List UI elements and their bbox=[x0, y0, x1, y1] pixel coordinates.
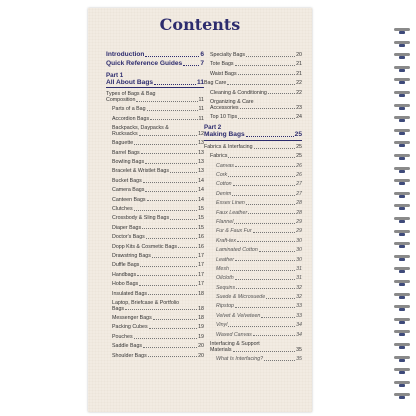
book bbox=[88, 8, 404, 414]
toc-entry[interactable]: Diaper Bags 15 bbox=[112, 224, 204, 231]
toc-entry-introduction[interactable]: Introduction 6 bbox=[106, 51, 204, 58]
toc-entry[interactable]: Hobo Bags 17 bbox=[112, 281, 204, 288]
spiral-coil bbox=[394, 305, 410, 308]
toc-entry[interactable]: Accordion Bags 11 bbox=[112, 115, 204, 122]
toc-entry[interactable]: Barrel Bags 13 bbox=[112, 149, 204, 156]
toc-entry[interactable]: Faux Leather 28 bbox=[216, 209, 302, 216]
spiral-coil bbox=[394, 66, 410, 69]
toc-entry-all-about-bags[interactable]: All About Bags 11 bbox=[106, 78, 204, 86]
toc-entry[interactable]: Fur & Faux Fur 29 bbox=[216, 228, 302, 235]
toc-entry-what-is-interfacing[interactable]: What Is Interfacing? 35 bbox=[216, 356, 302, 363]
toc-entry[interactable]: Laptop, Briefcase & Portfolio Bags 18 bbox=[112, 299, 204, 312]
toc-list-bag-types-cont bbox=[204, 52, 302, 77]
spiral-coil bbox=[394, 154, 410, 157]
spiral-coil bbox=[394, 393, 410, 396]
toc-entry[interactable]: Duffle Bags 17 bbox=[112, 262, 204, 269]
spiral-coil bbox=[394, 343, 410, 346]
toc-entry[interactable]: Packing Cubes 19 bbox=[112, 324, 204, 331]
toc-entry[interactable]: Kraft-tex 30 bbox=[216, 237, 302, 244]
toc-entry[interactable]: Shoulder Bags 20 bbox=[112, 352, 204, 359]
toc-entry-types-of-bags[interactable]: Types of Bags & Bag Composition 11 bbox=[106, 91, 204, 104]
toc-list-fabrics bbox=[204, 163, 302, 338]
toc-entry[interactable]: Tote Bags 21 bbox=[210, 61, 302, 68]
toc-entry[interactable]: Canteen Bags 14 bbox=[112, 196, 204, 203]
toc-entry[interactable]: Saddle Bags 20 bbox=[112, 343, 204, 350]
spiral-coil bbox=[394, 204, 410, 207]
toc-entry[interactable]: Waist Bags 21 bbox=[210, 70, 302, 77]
toc-entry[interactable]: Essex Linen 28 bbox=[216, 200, 302, 207]
toc-entry[interactable]: Bracelet & Wristlet Bags 13 bbox=[112, 168, 204, 175]
toc-entry[interactable]: Backpacks, Daypacks & Rucksacks 12 bbox=[112, 125, 204, 138]
toc-entry[interactable]: Cork 26 bbox=[216, 172, 302, 179]
spiral-coil bbox=[394, 242, 410, 245]
spiral-coil bbox=[394, 356, 410, 359]
spiral-coil bbox=[394, 28, 410, 31]
toc-entry[interactable]: Cotton 27 bbox=[216, 181, 302, 188]
toc-entry[interactable]: Canvas 26 bbox=[216, 162, 302, 169]
spiral-coil bbox=[394, 129, 410, 132]
toc-entry[interactable]: Velvet & Velveteen 33 bbox=[216, 312, 302, 319]
contents-column-right bbox=[204, 52, 302, 366]
spiral-coil bbox=[394, 280, 410, 283]
spiral-coil bbox=[394, 41, 410, 44]
toc-entry[interactable]: Vinyl 34 bbox=[216, 322, 302, 329]
contents-page bbox=[88, 8, 312, 412]
spiral-coil bbox=[394, 267, 410, 270]
spiral-coil bbox=[394, 217, 410, 220]
toc-list-bag-care bbox=[204, 90, 302, 121]
toc-entry[interactable]: Leather 30 bbox=[216, 256, 302, 263]
toc-entry-making-bags[interactable]: Making Bags 25 bbox=[204, 131, 302, 139]
toc-entry-fabrics[interactable]: Fabrics 25 bbox=[210, 153, 302, 160]
toc-entry[interactable]: Clutches 15 bbox=[112, 205, 204, 212]
spiral-binding bbox=[394, 28, 410, 408]
toc-entry[interactable]: Pouches 19 bbox=[112, 333, 204, 340]
spiral-coil bbox=[394, 230, 410, 233]
toc-entry[interactable]: Denim 27 bbox=[216, 190, 302, 197]
toc-entry[interactable]: Suede & Microsuede 32 bbox=[216, 294, 302, 301]
toc-entry[interactable]: Handbags 17 bbox=[112, 271, 204, 278]
spiral-coil bbox=[394, 192, 410, 195]
spiral-coil bbox=[394, 255, 410, 258]
toc-entry-fabrics-interfacing[interactable]: Fabrics & Interfacing 25 bbox=[204, 143, 302, 150]
toc-entry[interactable]: Ripstop 33 bbox=[216, 303, 302, 310]
spiral-coil bbox=[394, 368, 410, 371]
spiral-coil bbox=[394, 179, 410, 182]
toc-entry[interactable]: Bowling Bags 13 bbox=[112, 159, 204, 166]
toc-entry[interactable]: Top 10 Tips 24 bbox=[210, 114, 302, 121]
toc-entry[interactable]: Sequins 32 bbox=[216, 284, 302, 291]
spiral-coil bbox=[394, 141, 410, 144]
page-title: Contents bbox=[159, 15, 241, 34]
toc-entry[interactable]: Flannel 29 bbox=[216, 218, 302, 225]
toc-entry[interactable]: Cleaning & Conditioning 22 bbox=[210, 89, 302, 96]
toc-entry[interactable]: Baguette 13 bbox=[112, 140, 204, 147]
toc-entry[interactable]: Drawstring Bags 17 bbox=[112, 252, 204, 259]
toc-entry-quick-reference[interactable]: Quick Reference Guides 7 bbox=[106, 60, 204, 68]
toc-entry[interactable]: Waxed Canvas 34 bbox=[216, 331, 302, 338]
toc-entry[interactable]: Camera Bags 14 bbox=[112, 187, 204, 194]
spiral-coil bbox=[394, 293, 410, 296]
toc-entry[interactable]: Parts of a Bag 11 bbox=[112, 106, 204, 113]
spiral-coil bbox=[394, 116, 410, 119]
toc-entry-bag-care[interactable]: Bag Care 22 bbox=[204, 80, 302, 87]
toc-list-bag-types bbox=[106, 106, 204, 359]
toc-entry[interactable]: Oilcloth 31 bbox=[216, 275, 302, 282]
spiral-coil bbox=[394, 53, 410, 56]
toc-entry[interactable]: Specialty Bags 20 bbox=[210, 52, 302, 58]
spiral-coil bbox=[394, 330, 410, 333]
spiral-coil bbox=[394, 318, 410, 321]
divider bbox=[106, 87, 204, 88]
spiral-coil bbox=[394, 167, 410, 170]
toc-entry-interfacing[interactable]: Interfacing & Support Materials 35 bbox=[210, 341, 302, 354]
part-1-label: Part 1 bbox=[106, 71, 124, 79]
toc-entry[interactable]: Doctor's Bags 16 bbox=[112, 234, 204, 241]
divider bbox=[204, 140, 302, 141]
toc-entry[interactable]: Crossbody & Sling Bags 15 bbox=[112, 215, 204, 222]
toc-entry[interactable]: Bucket Bags 14 bbox=[112, 177, 204, 184]
spiral-coil bbox=[394, 381, 410, 384]
toc-entry[interactable]: Mesh 31 bbox=[216, 265, 302, 272]
spiral-coil bbox=[394, 104, 410, 107]
toc-entry[interactable]: Laminated Cotton 30 bbox=[216, 247, 302, 254]
toc-entry[interactable]: Organizing & Care Accessories 23 bbox=[210, 98, 302, 111]
part-2-label: Part 2 bbox=[204, 124, 222, 132]
toc-entry[interactable]: Insulated Bags 18 bbox=[112, 290, 204, 297]
toc-entry[interactable]: Dopp Kits & Cosmetic Bags 16 bbox=[112, 243, 204, 250]
contents-column-left bbox=[106, 52, 204, 362]
spiral-coil bbox=[394, 91, 410, 94]
toc-entry[interactable]: Messenger Bags 18 bbox=[112, 315, 204, 322]
spiral-coil bbox=[394, 78, 410, 81]
